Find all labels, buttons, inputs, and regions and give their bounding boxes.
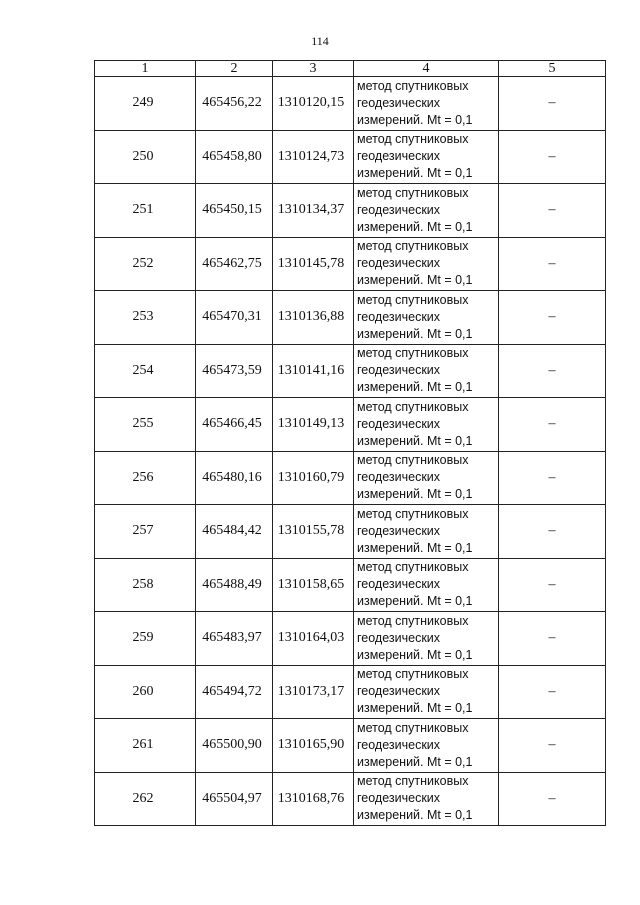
method-line: метод спутниковых xyxy=(357,560,469,575)
x-coordinate-cell: 465473,59 xyxy=(196,344,273,398)
method-line: измерений. Mt = 0,1 xyxy=(357,112,473,127)
method-line: измерений. Mt = 0,1 xyxy=(357,166,473,181)
method-cell xyxy=(354,451,499,505)
table-row xyxy=(95,77,606,131)
method-line: метод спутниковых xyxy=(357,399,469,414)
y-coordinate-cell: 1310158,65 xyxy=(273,558,354,612)
point-number-cell: 250 xyxy=(95,130,196,184)
method-cell xyxy=(354,130,499,184)
point-number-cell: 253 xyxy=(95,291,196,345)
method-line: метод спутниковых xyxy=(357,239,469,254)
method-cell xyxy=(354,612,499,666)
method-line: метод спутниковых xyxy=(357,78,469,93)
method-line: геодезических xyxy=(357,630,441,645)
column-5-cell: – xyxy=(499,612,606,666)
column-5-cell: – xyxy=(499,77,606,131)
x-coordinate-cell: 465456,22 xyxy=(196,77,273,131)
x-coordinate-cell: 465462,75 xyxy=(196,237,273,291)
method-line: метод спутниковых xyxy=(357,346,469,361)
table-row xyxy=(95,291,606,345)
method-line: геодезических xyxy=(357,523,441,538)
method-line: геодезических xyxy=(357,684,441,699)
method-cell xyxy=(354,505,499,559)
point-number-cell: 251 xyxy=(95,184,196,238)
table-row xyxy=(95,398,606,452)
column-5-cell: – xyxy=(499,237,606,291)
y-coordinate-cell: 1310120,15 xyxy=(273,77,354,131)
y-coordinate-cell: 1310145,78 xyxy=(273,237,354,291)
table-row xyxy=(95,237,606,291)
x-coordinate-cell: 465488,49 xyxy=(196,558,273,612)
method-line: метод спутниковых xyxy=(357,506,469,521)
method-line: геодезических xyxy=(357,95,441,110)
method-line: геодезических xyxy=(357,470,441,485)
method-line: измерений. Mt = 0,1 xyxy=(357,754,473,769)
x-coordinate-cell: 465458,80 xyxy=(196,130,273,184)
method-line: метод спутниковых xyxy=(357,185,469,200)
column-5-cell: – xyxy=(499,344,606,398)
y-coordinate-cell: 1310165,90 xyxy=(273,719,354,773)
method-line: геодезических xyxy=(357,577,441,592)
method-line: измерений. Mt = 0,1 xyxy=(357,380,473,395)
method-cell xyxy=(354,665,499,719)
y-coordinate-cell: 1310160,79 xyxy=(273,451,354,505)
point-number-cell: 252 xyxy=(95,237,196,291)
method-line: измерений. Mt = 0,1 xyxy=(357,594,473,609)
method-line: метод спутниковых xyxy=(357,292,469,307)
column-5-cell: – xyxy=(499,665,606,719)
column-header: 2 xyxy=(196,61,273,77)
table-row xyxy=(95,719,606,773)
table-header-row xyxy=(95,61,606,77)
method-line: геодезических xyxy=(357,737,441,752)
point-number-cell: 255 xyxy=(95,398,196,452)
method-line: геодезических xyxy=(357,416,441,431)
method-cell xyxy=(354,237,499,291)
method-cell xyxy=(354,772,499,826)
method-cell xyxy=(354,291,499,345)
method-line: измерений. Mt = 0,1 xyxy=(357,540,473,555)
y-coordinate-cell: 1310155,78 xyxy=(273,505,354,559)
table-row xyxy=(95,505,606,559)
table-row xyxy=(95,344,606,398)
method-line: измерений. Mt = 0,1 xyxy=(357,701,473,716)
table-row xyxy=(95,772,606,826)
point-number-cell: 262 xyxy=(95,772,196,826)
method-line: метод спутниковых xyxy=(357,774,469,789)
method-cell xyxy=(354,77,499,131)
y-coordinate-cell: 1310149,13 xyxy=(273,398,354,452)
method-line: геодезических xyxy=(357,202,441,217)
method-line: измерений. Mt = 0,1 xyxy=(357,808,473,823)
point-number-cell: 258 xyxy=(95,558,196,612)
table-row xyxy=(95,665,606,719)
method-cell xyxy=(354,184,499,238)
table-row xyxy=(95,184,606,238)
y-coordinate-cell: 1310164,03 xyxy=(273,612,354,666)
method-line: геодезических xyxy=(357,363,441,378)
x-coordinate-cell: 465494,72 xyxy=(196,665,273,719)
method-line: геодезических xyxy=(357,309,441,324)
point-number-cell: 256 xyxy=(95,451,196,505)
method-cell xyxy=(354,398,499,452)
x-coordinate-cell: 465484,42 xyxy=(196,505,273,559)
table-row xyxy=(95,558,606,612)
column-5-cell: – xyxy=(499,558,606,612)
table-row xyxy=(95,451,606,505)
column-5-cell: – xyxy=(499,184,606,238)
table-row xyxy=(95,130,606,184)
column-header: 4 xyxy=(354,61,499,77)
method-line: метод спутниковых xyxy=(357,132,469,147)
method-line: геодезических xyxy=(357,791,441,806)
x-coordinate-cell: 465480,16 xyxy=(196,451,273,505)
column-header: 5 xyxy=(499,61,606,77)
method-cell xyxy=(354,558,499,612)
method-cell xyxy=(354,344,499,398)
method-line: измерений. Mt = 0,1 xyxy=(357,433,473,448)
x-coordinate-cell: 465470,31 xyxy=(196,291,273,345)
method-line: метод спутниковых xyxy=(357,613,469,628)
method-line: геодезических xyxy=(357,149,441,164)
y-coordinate-cell: 1310168,76 xyxy=(273,772,354,826)
x-coordinate-cell: 465450,15 xyxy=(196,184,273,238)
method-line: измерений. Mt = 0,1 xyxy=(357,647,473,662)
point-number-cell: 260 xyxy=(95,665,196,719)
column-5-cell: – xyxy=(499,130,606,184)
method-line: измерений. Mt = 0,1 xyxy=(357,326,473,341)
coordinates-table xyxy=(94,60,606,826)
method-line: измерений. Mt = 0,1 xyxy=(357,487,473,502)
column-5-cell: – xyxy=(499,772,606,826)
column-header: 1 xyxy=(95,61,196,77)
x-coordinate-cell: 465483,97 xyxy=(196,612,273,666)
column-5-cell: – xyxy=(499,291,606,345)
table-body xyxy=(95,77,606,826)
point-number-cell: 254 xyxy=(95,344,196,398)
table-row xyxy=(95,612,606,666)
x-coordinate-cell: 465466,45 xyxy=(196,398,273,452)
x-coordinate-cell: 465504,97 xyxy=(196,772,273,826)
x-coordinate-cell: 465500,90 xyxy=(196,719,273,773)
column-5-cell: – xyxy=(499,451,606,505)
page-number: 114 xyxy=(311,34,329,48)
y-coordinate-cell: 1310134,37 xyxy=(273,184,354,238)
y-coordinate-cell: 1310136,88 xyxy=(273,291,354,345)
column-5-cell: – xyxy=(499,719,606,773)
y-coordinate-cell: 1310173,17 xyxy=(273,665,354,719)
method-cell xyxy=(354,719,499,773)
y-coordinate-cell: 1310141,16 xyxy=(273,344,354,398)
method-line: метод спутниковых xyxy=(357,667,469,682)
point-number-cell: 257 xyxy=(95,505,196,559)
method-line: измерений. Mt = 0,1 xyxy=(357,219,473,234)
column-5-cell: – xyxy=(499,505,606,559)
method-line: метод спутниковых xyxy=(357,720,469,735)
point-number-cell: 249 xyxy=(95,77,196,131)
column-5-cell: – xyxy=(499,398,606,452)
method-line: метод спутниковых xyxy=(357,453,469,468)
method-line: измерений. Mt = 0,1 xyxy=(357,273,473,288)
y-coordinate-cell: 1310124,73 xyxy=(273,130,354,184)
point-number-cell: 259 xyxy=(95,612,196,666)
point-number-cell: 261 xyxy=(95,719,196,773)
method-line: геодезических xyxy=(357,256,441,271)
column-header: 3 xyxy=(273,61,354,77)
